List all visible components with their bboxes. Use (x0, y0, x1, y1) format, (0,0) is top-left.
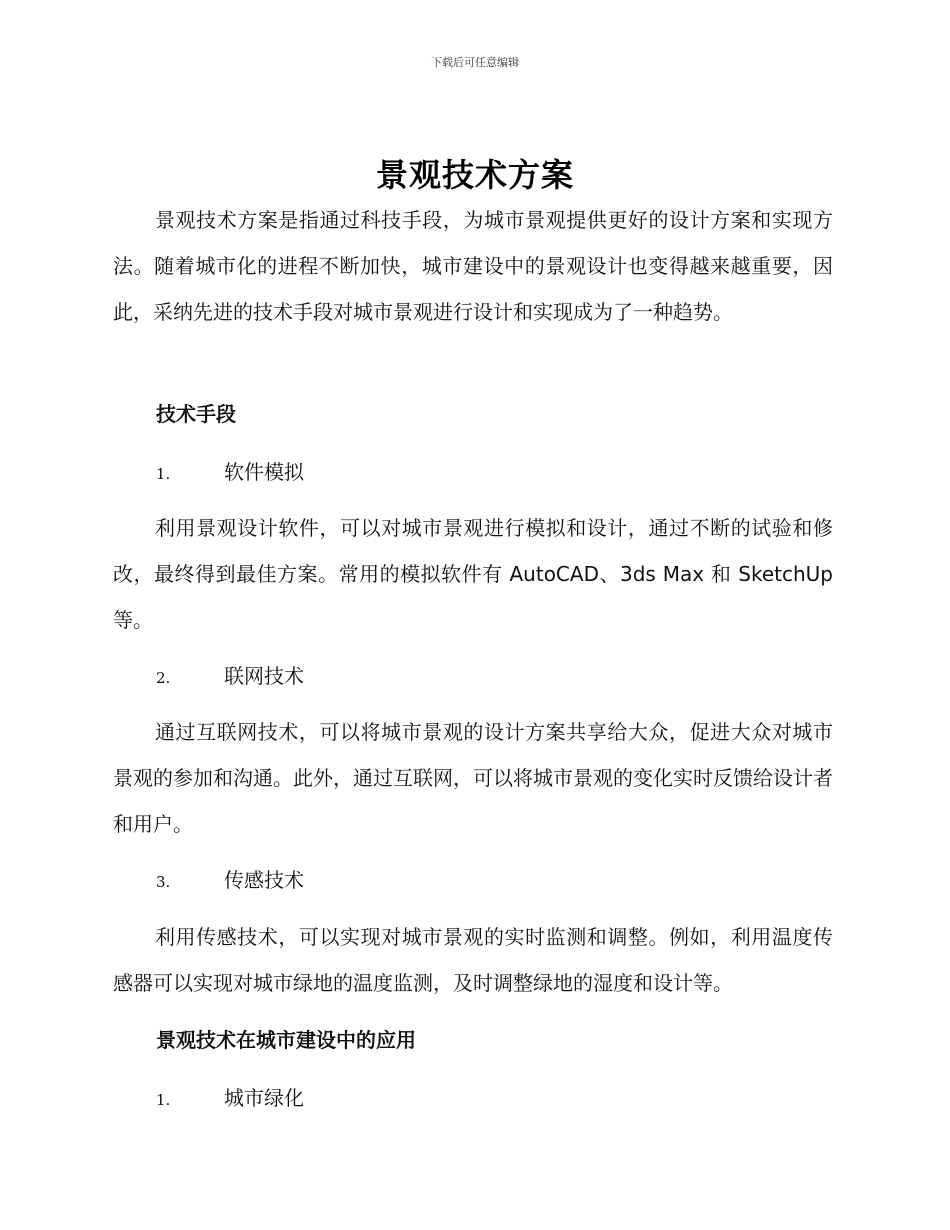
list-label: 软件模拟 (224, 460, 304, 484)
list-label: 联网技术 (224, 664, 304, 688)
list-number: 1. (156, 465, 171, 483)
list-number: 2. (156, 669, 171, 687)
intro-paragraph: 景观技术方案是指通过科技手段，为城市景观提供更好的设计方案和实现方法。随着城市化的进程不断加快，城市建设中的景观设计也变得越来越重要，因此，采纳先进的技术手段对城市景观进行设计和实现成为了一种趋势。 (113, 208, 833, 324)
list-label: 传感技术 (224, 868, 304, 892)
paragraph-software-simulation: 利用景观设计软件，可以对城市景观进行模拟和设计，通过不断的试验和修改，最终得到最佳方案。常用的模拟软件有 AutoCAD、3ds Max 和 SketchUp 等。 (113, 516, 833, 632)
list-number: 3. (156, 873, 171, 891)
list-number: 1. (156, 1091, 171, 1109)
list-item-urban-greening (156, 1084, 304, 1114)
list-item-network-technology (156, 662, 304, 692)
list-item-software-simulation (156, 458, 304, 488)
paragraph-sensing-technology: 利用传感技术，可以实现对城市景观的实时监测和调整。例如，利用温度传感器可以实现对城市绿地的温度监测，及时调整绿地的湿度和设计等。 (113, 925, 833, 995)
section-heading-applications: 景观技术在城市建设中的应用 (156, 1028, 416, 1052)
section-heading-techniques: 技术手段 (156, 402, 236, 426)
list-item-sensing-technology (156, 866, 304, 896)
paragraph-network-technology: 通过互联网技术，可以将城市景观的设计方案共享给大众，促进大众对城市景观的参加和沟通。此外，通过互联网，可以将城市景观的变化实时反馈给设计者和用户。 (113, 720, 833, 836)
header-note: 下载后可任意编辑 (431, 56, 519, 69)
page-title: 景观技术方案 (375, 156, 574, 194)
list-label: 城市绿化 (224, 1086, 304, 1110)
